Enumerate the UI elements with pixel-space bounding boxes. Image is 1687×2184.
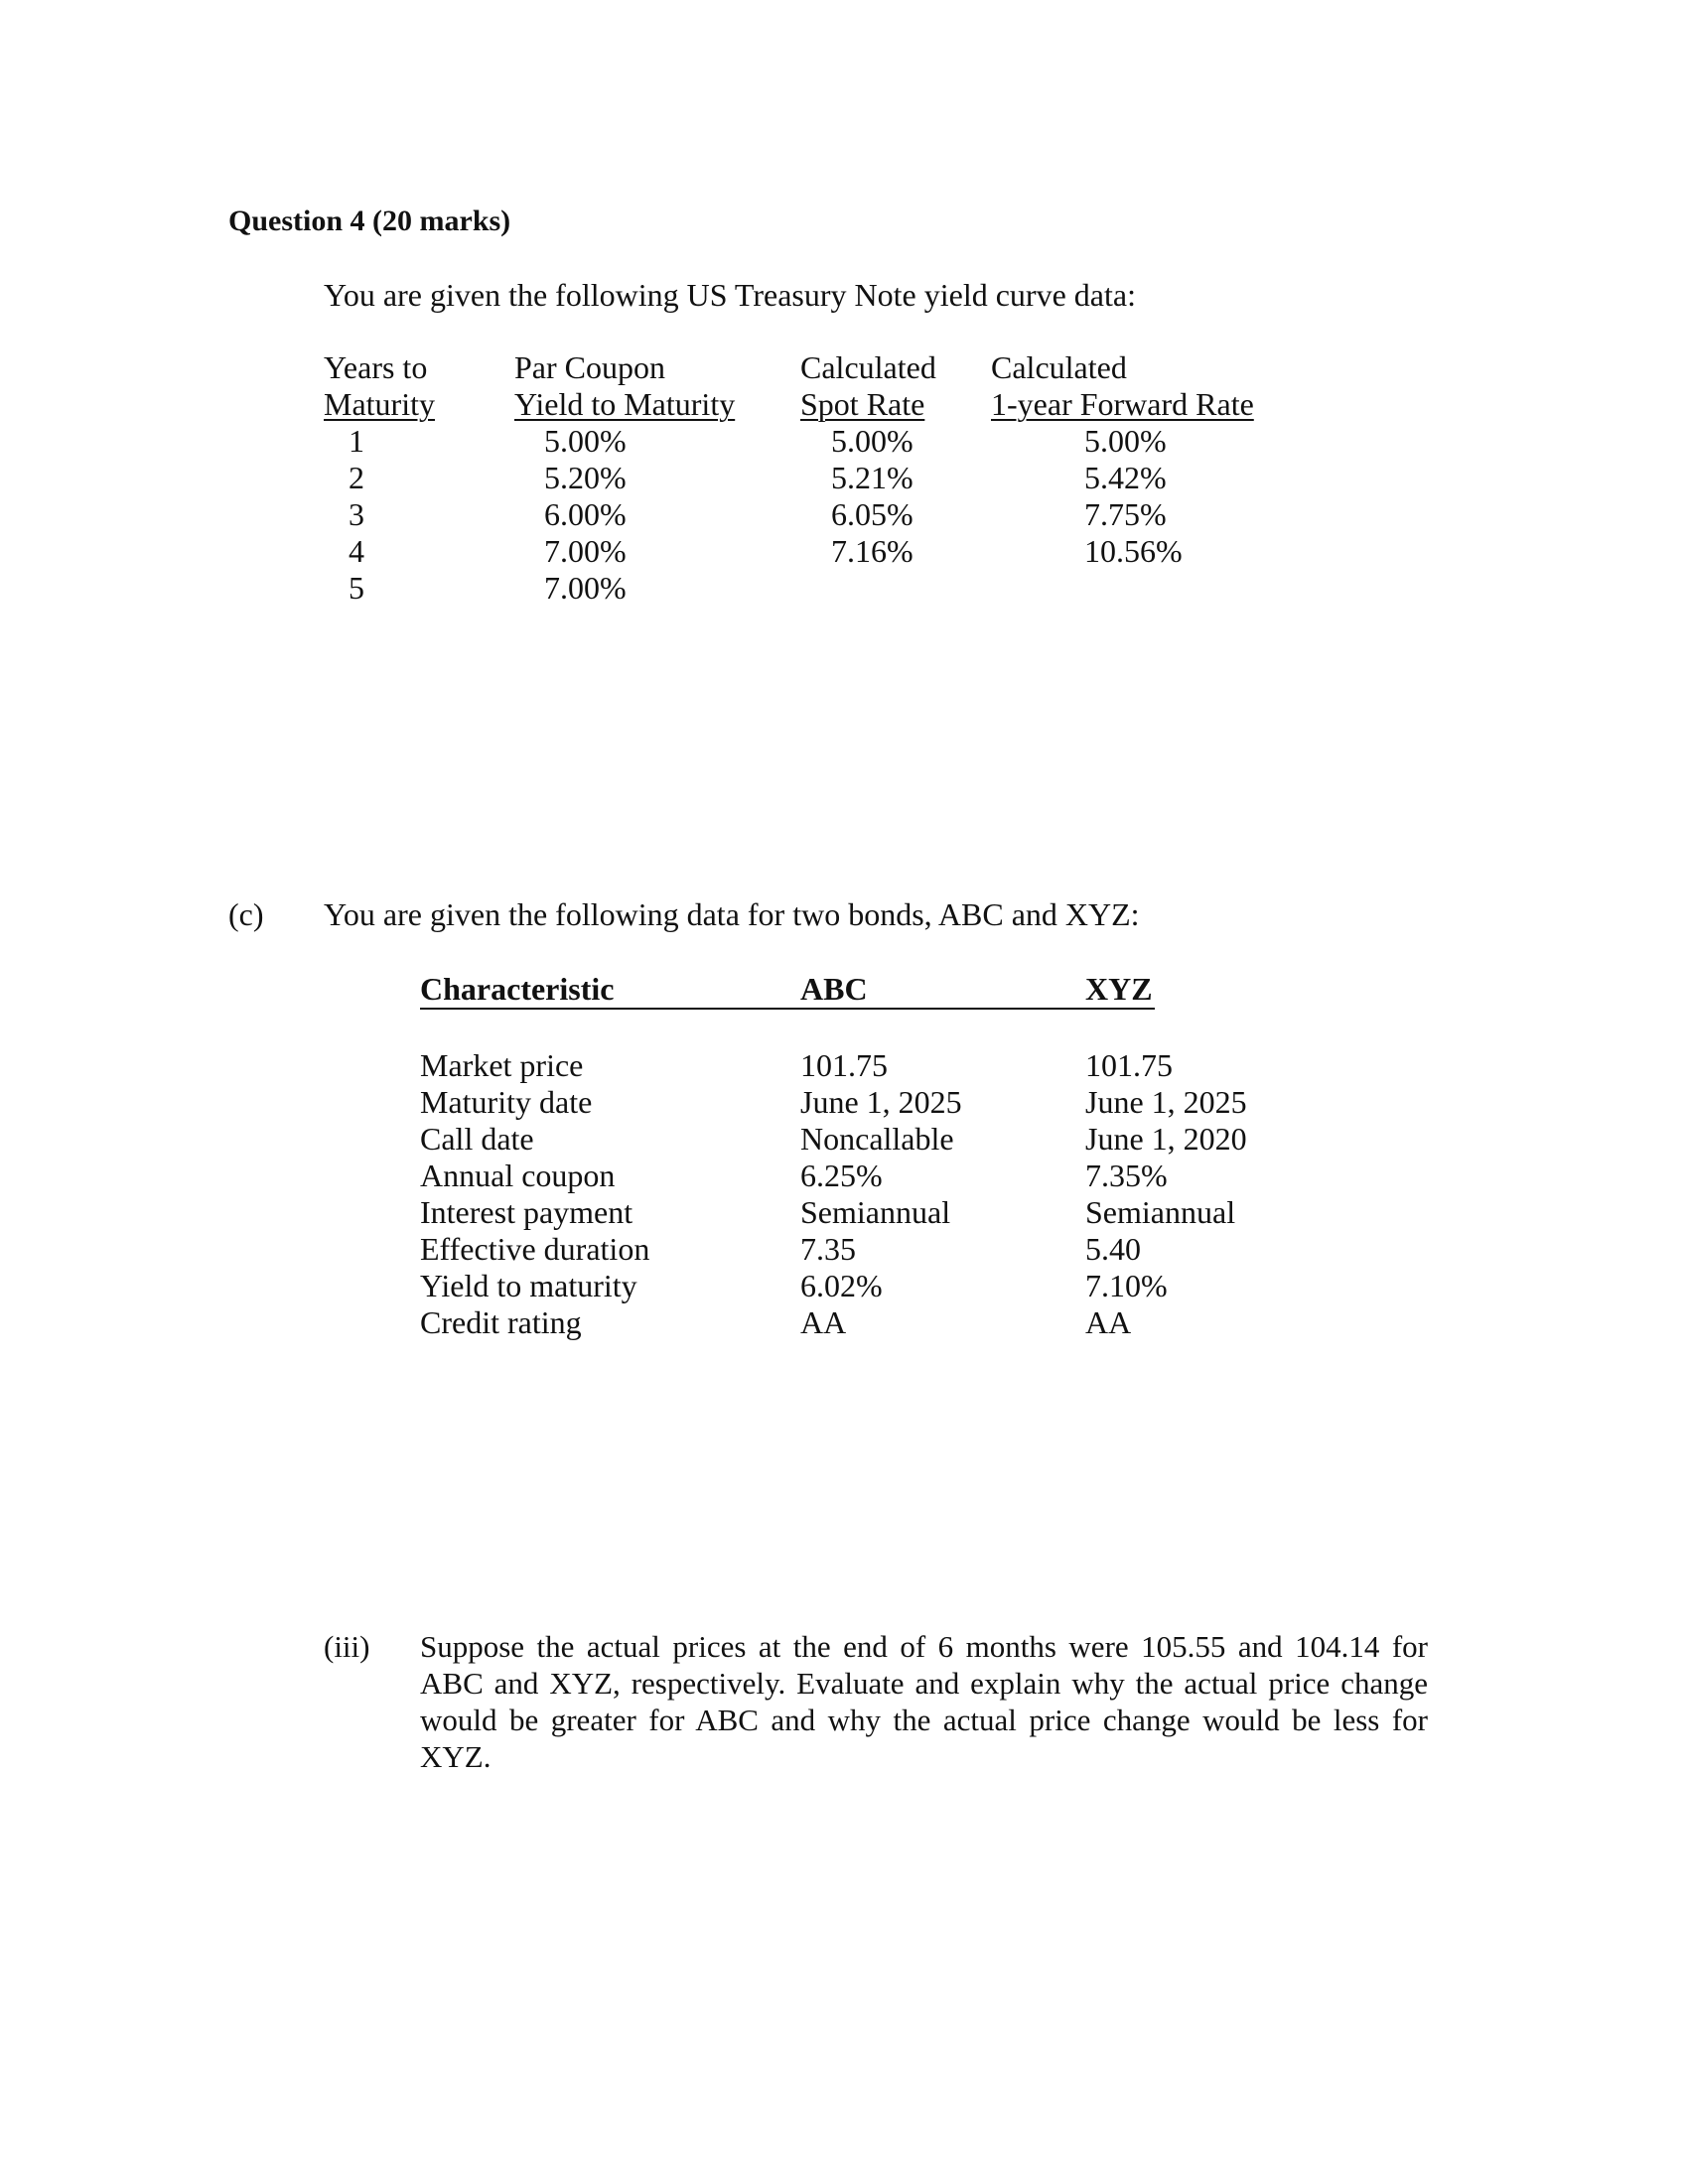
cell-abc: June 1, 2025 bbox=[800, 1084, 962, 1120]
cell-spot: 5.21% bbox=[831, 460, 914, 495]
cell-years: 3 bbox=[349, 496, 364, 532]
header-years-top: Years to bbox=[324, 349, 428, 385]
part-c-label: (c) bbox=[228, 896, 264, 932]
cell-xyz: June 1, 2025 bbox=[1085, 1084, 1247, 1120]
cell-xyz: 5.40 bbox=[1085, 1231, 1141, 1267]
cell-par: 5.20% bbox=[544, 460, 627, 495]
cell-xyz: 101.75 bbox=[1085, 1047, 1173, 1083]
cell-abc: AA bbox=[800, 1304, 847, 1340]
cell-abc: 6.02% bbox=[800, 1268, 883, 1303]
header-forward-top: Calculated bbox=[991, 349, 1127, 385]
header-xyz: XYZ bbox=[1085, 971, 1153, 1007]
header-par-top: Par Coupon bbox=[514, 349, 665, 385]
header-spot-top: Calculated bbox=[800, 349, 936, 385]
cell-par: 7.00% bbox=[544, 570, 627, 606]
cell-years: 2 bbox=[349, 460, 364, 495]
cell-characteristic: Interest payment bbox=[420, 1194, 633, 1230]
cell-xyz: 7.35% bbox=[1085, 1158, 1168, 1193]
header-forward-bottom: 1-year Forward Rate bbox=[991, 386, 1254, 422]
header-years-bottom: Maturity bbox=[324, 386, 435, 422]
cell-xyz: Semiannual bbox=[1085, 1194, 1236, 1230]
header-rule bbox=[420, 1008, 1155, 1010]
cell-years: 1 bbox=[349, 423, 364, 459]
cell-forward: 7.75% bbox=[1084, 496, 1167, 532]
cell-forward: 5.42% bbox=[1084, 460, 1167, 495]
cell-spot: 5.00% bbox=[831, 423, 914, 459]
cell-par: 7.00% bbox=[544, 533, 627, 569]
cell-characteristic: Annual coupon bbox=[420, 1158, 616, 1193]
part-iii-text: Suppose the actual prices at the end of 6 months were 105.55 and 104.14 for ABC and XYZ, respectively. Evaluate and explain why the actual price change would be greater for ABC and why the actual price change would be less for XYZ. bbox=[420, 1629, 1428, 1774]
cell-characteristic: Call date bbox=[420, 1121, 534, 1157]
cell-characteristic: Maturity date bbox=[420, 1084, 593, 1120]
cell-abc: 6.25% bbox=[800, 1158, 883, 1193]
cell-xyz: AA bbox=[1085, 1304, 1132, 1340]
cell-forward: 10.56% bbox=[1084, 533, 1183, 569]
question-title: Question 4 (20 marks) bbox=[228, 205, 511, 237]
question-intro: You are given the following US Treasury Note yield curve data: bbox=[324, 277, 1136, 313]
cell-characteristic: Market price bbox=[420, 1047, 584, 1083]
cell-characteristic: Credit rating bbox=[420, 1304, 582, 1340]
cell-forward: 5.00% bbox=[1084, 423, 1167, 459]
part-c-intro: You are given the following data for two bonds, ABC and XYZ: bbox=[324, 896, 1140, 932]
cell-characteristic: Yield to maturity bbox=[420, 1268, 637, 1303]
cell-xyz: 7.10% bbox=[1085, 1268, 1168, 1303]
cell-years: 4 bbox=[349, 533, 364, 569]
cell-spot: 7.16% bbox=[831, 533, 914, 569]
cell-xyz: June 1, 2020 bbox=[1085, 1121, 1247, 1157]
cell-abc: 7.35 bbox=[800, 1231, 856, 1267]
part-iii-label: (iii) bbox=[324, 1629, 370, 1664]
cell-par: 6.00% bbox=[544, 496, 627, 532]
header-par-bottom: Yield to Maturity bbox=[514, 386, 736, 422]
cell-abc: Noncallable bbox=[800, 1121, 954, 1157]
cell-abc: Semiannual bbox=[800, 1194, 951, 1230]
header-characteristic: Characteristic bbox=[420, 971, 615, 1007]
cell-years: 5 bbox=[349, 570, 364, 606]
cell-spot: 6.05% bbox=[831, 496, 914, 532]
header-abc: ABC bbox=[800, 971, 868, 1007]
header-spot-bottom: Spot Rate bbox=[800, 386, 925, 422]
cell-par: 5.00% bbox=[544, 423, 627, 459]
cell-abc: 101.75 bbox=[800, 1047, 888, 1083]
cell-characteristic: Effective duration bbox=[420, 1231, 650, 1267]
